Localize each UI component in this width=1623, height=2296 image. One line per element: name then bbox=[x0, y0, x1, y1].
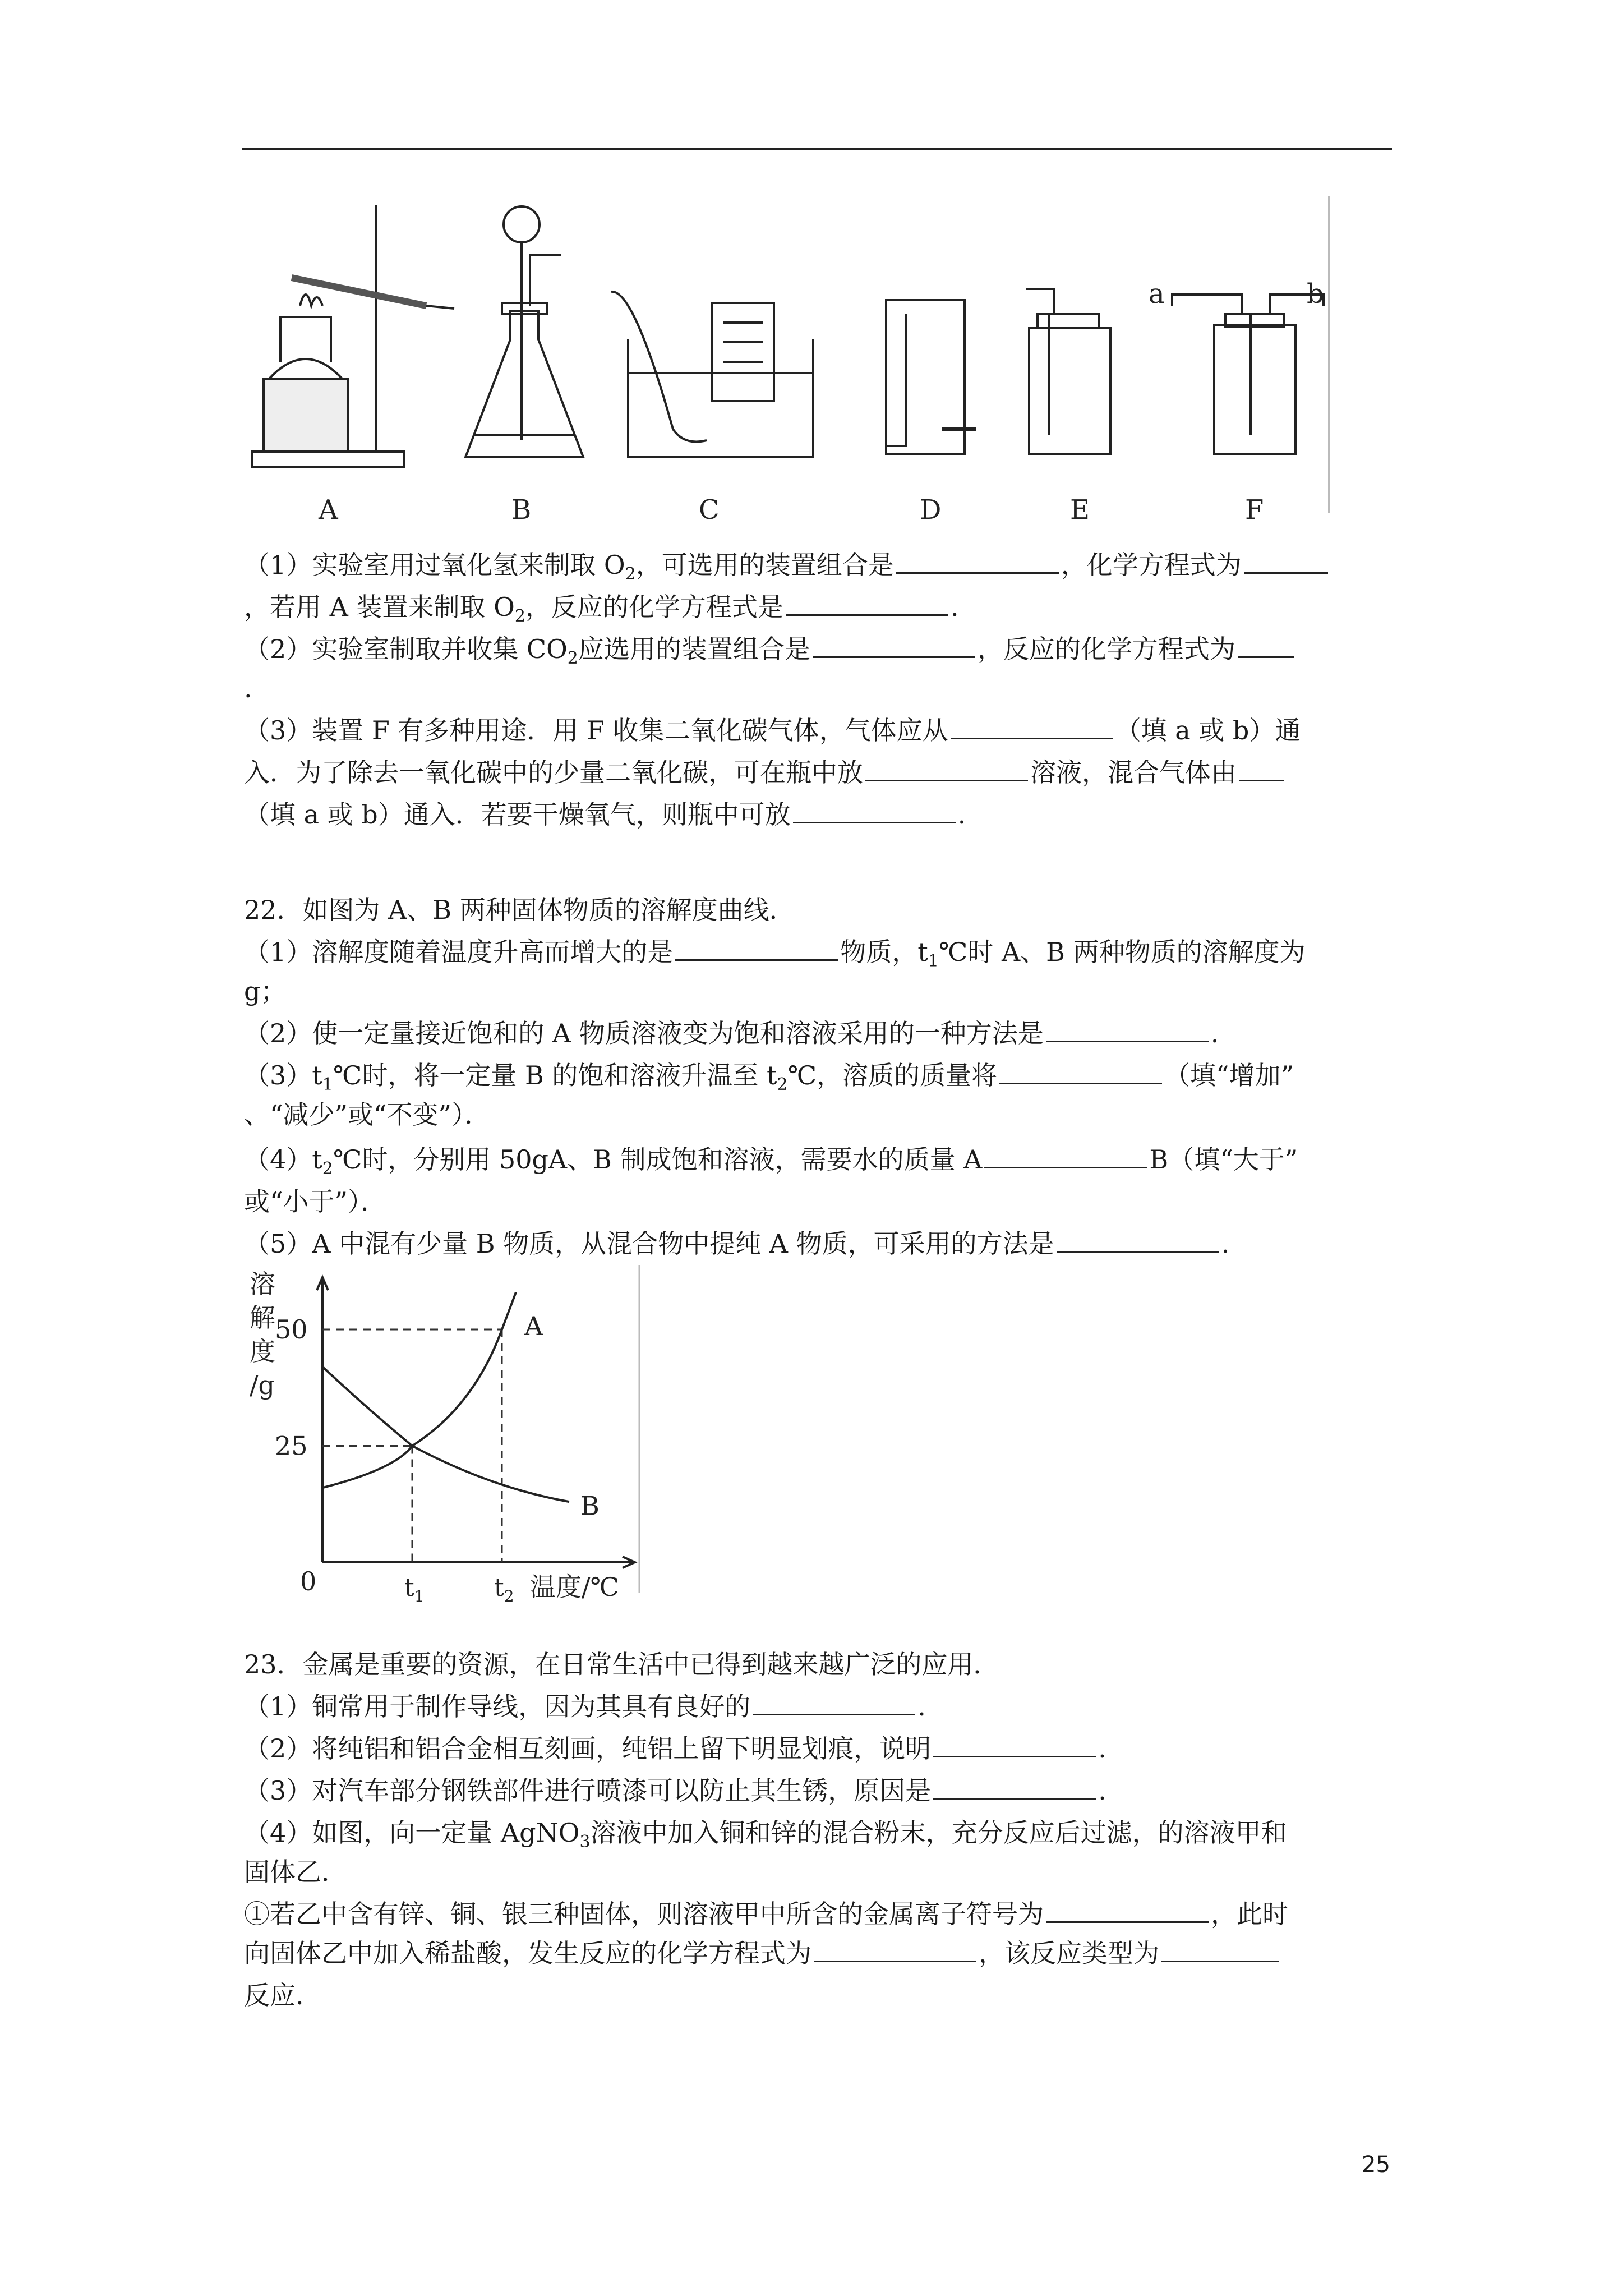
apparatus-f bbox=[1172, 295, 1324, 454]
answer-blank[interactable] bbox=[786, 591, 948, 616]
q23-part5-line3: 反应. bbox=[244, 1980, 304, 2010]
apparatus-label-f: F bbox=[1245, 494, 1264, 524]
q23-part1: （1）铜常用于制作导线，因为其具有良好的 . bbox=[244, 1691, 926, 1722]
xlabel: 温度/℃ bbox=[530, 1572, 619, 1602]
q22-part5: （5）A 中混有少量 B 物质，从混合物中提纯 A 物质，可采用的方法是 . bbox=[244, 1228, 1230, 1259]
ylabel-char-3: 度 bbox=[250, 1336, 275, 1366]
answer-blank[interactable] bbox=[1244, 549, 1328, 574]
apparatus-d bbox=[886, 300, 976, 454]
page-number: 25 bbox=[1362, 2152, 1390, 2178]
apparatus-label-a: A bbox=[319, 494, 338, 524]
series-label-b: B bbox=[580, 1490, 600, 1521]
apparatus-a bbox=[252, 205, 454, 467]
answer-blank[interactable] bbox=[1057, 1227, 1219, 1253]
q22-part4-line1: $(4)t_2℃$时，分别用 50gA、B 制成饱和溶液，需要水的质量 A B（填“大于” bbox=[244, 1144, 1298, 1179]
answer-blank[interactable] bbox=[814, 1937, 976, 1962]
answer-blank[interactable] bbox=[1046, 1017, 1209, 1042]
answer-blank[interactable] bbox=[933, 1774, 1096, 1800]
answer-blank[interactable] bbox=[1238, 633, 1294, 658]
series-label-a: A bbox=[524, 1311, 543, 1341]
q21-part3-line1: （3）装置 F 有多种用途．用 F 收集二氧化碳气体，气体应从 （填 a 或 b）通 bbox=[244, 715, 1301, 746]
answer-blank[interactable] bbox=[1046, 1898, 1209, 1923]
answer-blank[interactable] bbox=[933, 1732, 1096, 1757]
curve-b bbox=[322, 1366, 569, 1502]
solubility-chart bbox=[247, 1265, 651, 1602]
y-tick-label: 25 bbox=[275, 1430, 308, 1461]
q22-part2: （2）使一定量接近饱和的 A 物质溶液变为饱和溶液采用的一种方法是 . bbox=[244, 1018, 1219, 1048]
apparatus-e bbox=[1026, 289, 1110, 454]
q21-part3-line2: 入．为了除去一氧化碳中的少量二氧化碳，可在瓶中放 溶液，混合气体由 bbox=[244, 754, 1286, 790]
ylabel-char-4: /g bbox=[250, 1370, 275, 1400]
ylabel-char-2: 解 bbox=[250, 1303, 275, 1333]
apparatus-figure bbox=[247, 194, 1340, 524]
answer-blank[interactable] bbox=[984, 1143, 1147, 1168]
port-label-b: b bbox=[1307, 278, 1324, 310]
answer-blank[interactable] bbox=[896, 549, 1059, 574]
answer-blank[interactable] bbox=[793, 798, 956, 823]
q22-part3-line1: $(3)t_1℃$时，将一定量 B 的饱和溶液升温至 $t_2℃$，溶质的质量将 （填“增加” bbox=[244, 1060, 1294, 1094]
x-tick-label: $t_1$ bbox=[404, 1573, 425, 1602]
q23-title: 23．金属是重要的资源，在日常生活中已得到越来越广泛的应用． bbox=[244, 1649, 999, 1680]
q23-part3: （3）对汽车部分钢铁部件进行喷漆可以防止其生锈，原因是 . bbox=[244, 1775, 1106, 1806]
origin-label: 0 bbox=[300, 1566, 317, 1596]
q23-part2: （2）将纯铝和铝合金相互刻画，纯铝上留下明显划痕，说明 . bbox=[244, 1733, 1106, 1764]
apparatus-label-b: B bbox=[511, 494, 532, 524]
header-rule bbox=[242, 148, 1392, 150]
apparatus-label-d: D bbox=[920, 494, 942, 524]
q23-part5-line2: 向固体乙中加入稀盐酸，发生反应的化学方程式为 ，该反应类型为 bbox=[244, 1935, 1281, 1971]
q22-part1-line1: （1）溶解度随着温度升高而增大的是 物质，$t_1℃$时 A、B 两种物质的溶解度为 bbox=[244, 937, 1306, 971]
answer-blank[interactable] bbox=[999, 1059, 1162, 1084]
curve-a bbox=[322, 1292, 516, 1488]
q21-part3-line3: （填 a 或 b）通入．若要干燥氧气，则瓶中可放 . bbox=[244, 799, 966, 830]
ylabel-char-1: 溶 bbox=[250, 1269, 275, 1299]
answer-blank[interactable] bbox=[1161, 1937, 1279, 1962]
answer-blank[interactable] bbox=[865, 756, 1028, 781]
q22-part3-line2: 、“减少”或“不变”）． bbox=[244, 1099, 491, 1130]
x-tick-label: $t_2$ bbox=[494, 1573, 514, 1602]
answer-blank[interactable] bbox=[753, 1690, 915, 1715]
q22-part1-line2: g； bbox=[244, 976, 287, 1006]
q22-title: 22．如图为 A、B 两种固体物质的溶解度曲线． bbox=[244, 895, 795, 925]
q21-part1-line1: （1）实验室用过氧化氢来制取 $O_2$，可选用的装置组合是 ，化学方程式为 bbox=[244, 547, 1330, 592]
apparatus-label-c: C bbox=[699, 494, 720, 524]
answer-blank[interactable] bbox=[951, 714, 1113, 739]
answer-blank[interactable] bbox=[675, 936, 838, 961]
q23-part5-line1: ①若乙中含有锌、铜、银三种固体，则溶液甲中所含的金属离子符号为 ，此时 bbox=[244, 1899, 1288, 1929]
q23-part4-line1: （4）如图，向一定量 AgNO$_3$溶液中加入铜和锌的混合粉末，充分反应后过滤，的溶液甲和 bbox=[244, 1818, 1287, 1852]
apparatus-c bbox=[611, 292, 813, 457]
answer-blank[interactable] bbox=[813, 633, 975, 658]
port-label-a: a bbox=[1149, 278, 1165, 310]
q21-part1-line2: ，若用 A 装置来制取 $O_2$，反应的化学方程式是 . bbox=[244, 592, 959, 626]
answer-blank[interactable] bbox=[1239, 756, 1284, 781]
y-tick-label: 50 bbox=[275, 1314, 308, 1345]
q21-part2-line1: （2）实验室制取并收集 $CO_2$应选用的装置组合是 ，反应的化学方程式为 bbox=[244, 631, 1296, 677]
apparatus-b bbox=[465, 206, 583, 457]
apparatus-label-e: E bbox=[1070, 494, 1090, 524]
q22-part4-line2: 或“小于”）． bbox=[244, 1186, 387, 1217]
q23-part4-line2: 固体乙． bbox=[244, 1857, 347, 1887]
q21-part2-line2: . bbox=[244, 673, 252, 703]
